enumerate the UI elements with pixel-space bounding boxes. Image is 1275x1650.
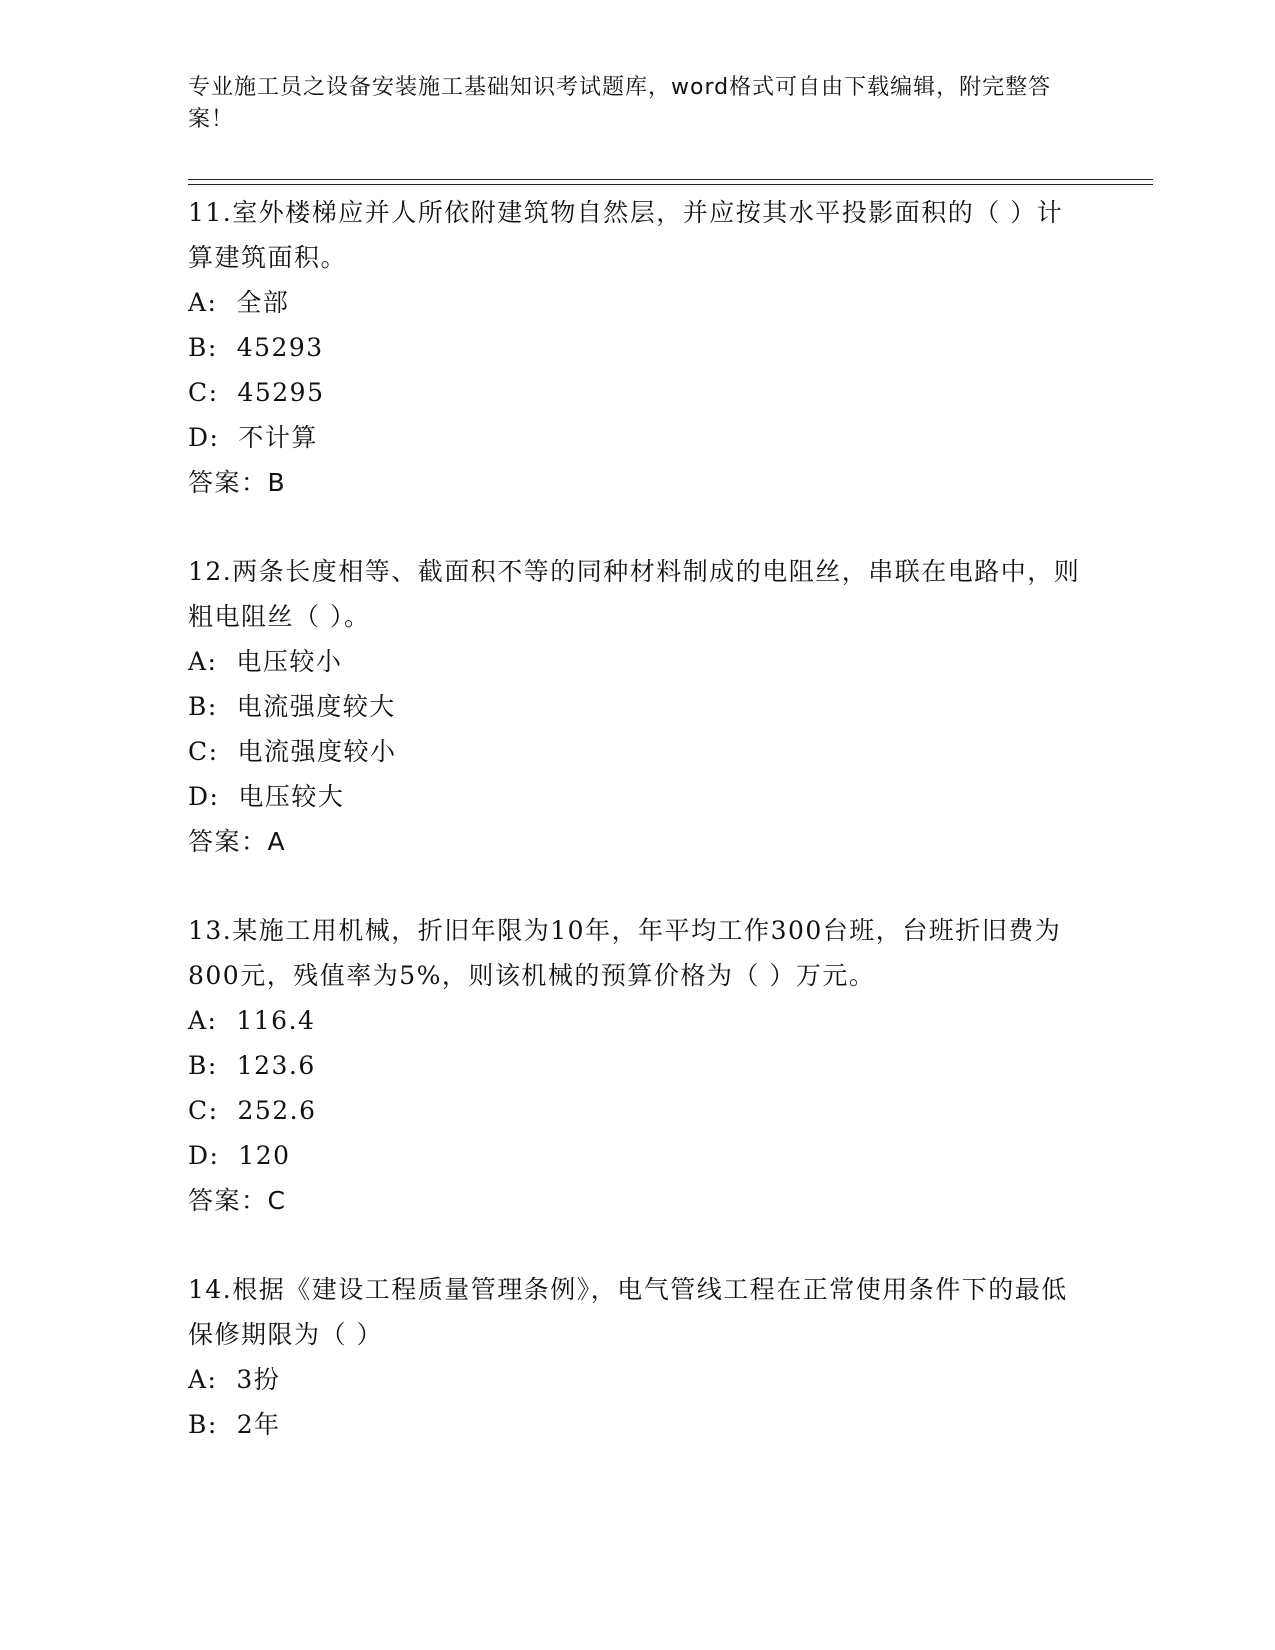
- option-b: B: 45293: [188, 333, 324, 362]
- option-c: C: 45295: [188, 378, 325, 407]
- option-c: C: 252.6: [188, 1096, 317, 1125]
- option-d: D: 电压较大: [188, 782, 345, 811]
- option-a: A: 全部: [188, 288, 290, 317]
- question-13: [188, 908, 1088, 1223]
- question-11: [188, 190, 1088, 505]
- option-a: A: 电压较小: [188, 647, 343, 676]
- option-b: B: 电流强度较大: [188, 692, 396, 721]
- option-d: D: 120: [188, 1141, 291, 1170]
- option-d: D: 不计算: [188, 423, 318, 452]
- document-header: 专业施工员之设备安装施工基础知识考试题库，word格式可自由下载编辑，附完整答案！: [188, 75, 1052, 132]
- question-stem: 11.室外楼梯应并人所依附建筑物自然层，并应按其水平投影面积的（ ）计算建筑面积。: [188, 198, 1064, 272]
- header-divider-top: [188, 179, 1153, 180]
- question-12: [188, 549, 1088, 864]
- option-a: A: 116.4: [188, 1006, 316, 1035]
- question-stem: 13.某施工用机械，折旧年限为10年，年平均工作300台班，台班折旧费为800元，残值率为5%，则该机械的预算价格为（ ）万元。: [188, 916, 1062, 990]
- question-stem: 12.两条长度相等、截面积不等的同种材料制成的电阻丝，串联在电路中，则粗电阻丝（ ）。: [188, 557, 1081, 631]
- question-stem: 14.根据《建设工程质量管理条例》，电气管线工程在正常使用条件下的最低保修期限为（ ）: [188, 1275, 1068, 1349]
- header-divider-bottom: [188, 184, 1153, 185]
- answer-line: 答案：C: [188, 1186, 287, 1215]
- answer-line: 答案：A: [188, 827, 287, 856]
- option-b: B: 123.6: [188, 1051, 316, 1080]
- option-c: C: 电流强度较小: [188, 737, 397, 766]
- option-a: A: 3扮: [188, 1365, 281, 1394]
- option-b: B: 2年: [188, 1410, 281, 1439]
- question-list: [188, 190, 1088, 1491]
- question-14: [188, 1267, 1088, 1447]
- answer-line: 答案：B: [188, 468, 287, 497]
